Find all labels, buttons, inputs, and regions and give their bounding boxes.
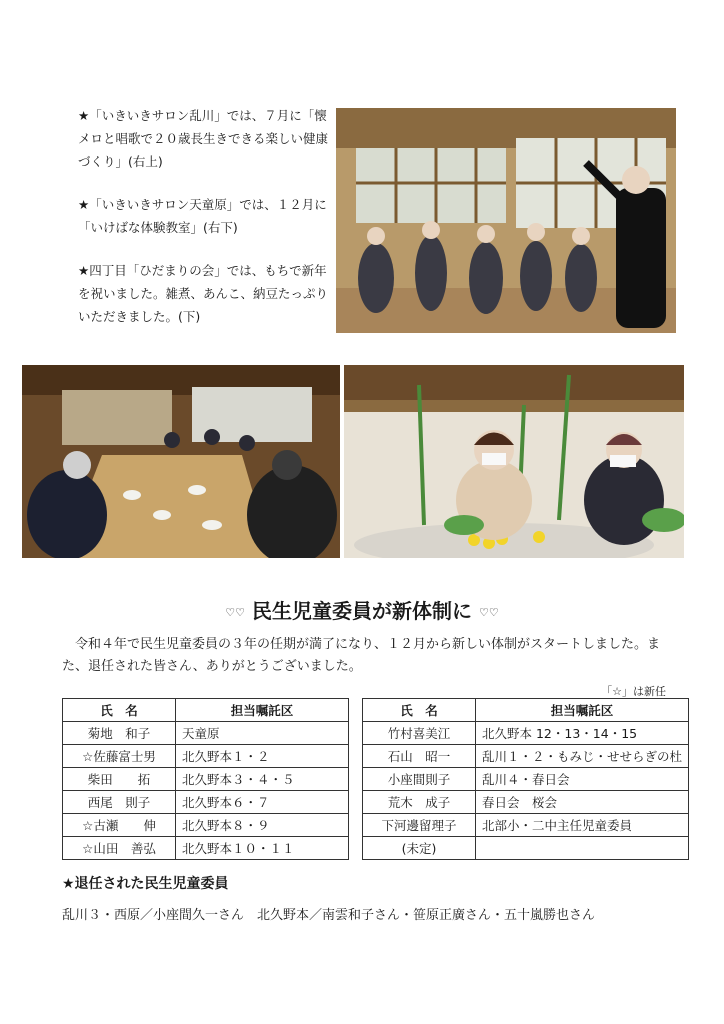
member-name: 西尾 則子 bbox=[63, 791, 176, 814]
member-name: 柴田 拓 bbox=[63, 768, 176, 791]
table-row bbox=[63, 722, 349, 745]
member-area: 北久野本 12・13・14・15 bbox=[476, 722, 689, 745]
table-row bbox=[63, 814, 349, 837]
header-name: 氏 名 bbox=[63, 699, 176, 722]
member-name: 石山 昭一 bbox=[363, 745, 476, 768]
table-row bbox=[363, 745, 689, 768]
activity-notes bbox=[78, 104, 330, 348]
committee-table-left bbox=[62, 698, 349, 860]
table-row bbox=[63, 768, 349, 791]
member-area: 北久野本１０・１１ bbox=[176, 837, 349, 860]
member-area: 北部小・二中主任児童委員 bbox=[476, 814, 689, 837]
member-name: ☆山田 善弘 bbox=[63, 837, 176, 860]
section-heading bbox=[0, 595, 724, 624]
table-row bbox=[363, 814, 689, 837]
member-name: 荒木 成子 bbox=[363, 791, 476, 814]
retired-heading: ★退任された民生児童委員 bbox=[62, 876, 229, 892]
table-row bbox=[363, 768, 689, 791]
photo-salon-exercise bbox=[336, 108, 676, 333]
new-member-note: 「☆」は新任 bbox=[601, 685, 666, 698]
table-header bbox=[363, 699, 689, 722]
intro-text: 令和４年で民生児童委員の３年の任期が満了になり、１２月から新しい体制がスタートしました。また、退任された皆さん、ありがとうございました。 bbox=[62, 637, 661, 674]
member-area bbox=[476, 837, 689, 860]
member-area: 北久野本３・４・５ bbox=[176, 768, 349, 791]
member-name: 小座間則子 bbox=[363, 768, 476, 791]
note-salon-midarekawa: ★「いきいきサロン乱川」では、７月に「懐メロと唱歌で２０歳長生きできる楽しい健康づくり」(右上) bbox=[78, 108, 329, 169]
member-area: 乱川４・春日会 bbox=[476, 768, 689, 791]
table-header bbox=[63, 699, 349, 722]
member-area: 北久野本８・９ bbox=[176, 814, 349, 837]
table-row bbox=[363, 837, 689, 860]
table-row bbox=[63, 791, 349, 814]
photo-hidamari-meal bbox=[22, 365, 340, 558]
header-area: 担当嘱託区 bbox=[476, 699, 689, 722]
member-area: 北久野本１・２ bbox=[176, 745, 349, 768]
table-row bbox=[63, 837, 349, 860]
table-row bbox=[363, 791, 689, 814]
member-name: 下河邊留理子 bbox=[363, 814, 476, 837]
member-area: 春日会 桜会 bbox=[476, 791, 689, 814]
header-area: 担当嘱託区 bbox=[176, 699, 349, 722]
member-area: 乱川１・２・もみじ・せせらぎの杜 bbox=[476, 745, 689, 768]
heart-right-icon: ♡♡ bbox=[478, 606, 499, 619]
member-area: 天童原 bbox=[176, 722, 349, 745]
committee-table-right bbox=[362, 698, 689, 860]
note-hidamari: ★四丁目「ひだまりの会」では、もちで新年を祝いました。雑煮、あんこ、納豆たっぷりいただきました。(下) bbox=[78, 263, 329, 324]
header-name: 氏 名 bbox=[363, 699, 476, 722]
member-name: 竹村喜美江 bbox=[363, 722, 476, 745]
section-title: 民生児童委員が新体制に bbox=[252, 599, 472, 623]
member-name: ☆佐藤富士男 bbox=[63, 745, 176, 768]
note-salon-tendohara: ★「いきいきサロン天童原」では、１２月に「いけばな体験教室」(右下) bbox=[78, 197, 327, 235]
heart-left-icon: ♡♡ bbox=[225, 606, 246, 619]
photo-ikebana-class bbox=[344, 365, 684, 558]
table-row bbox=[63, 745, 349, 768]
member-name: (未定) bbox=[363, 837, 476, 860]
member-name: 菊地 和子 bbox=[63, 722, 176, 745]
member-area: 北久野本６・７ bbox=[176, 791, 349, 814]
retired-list: 乱川３・西原／小座間久一さん 北久野本／南雲和子さん・笹原正廣さん・五十嵐勝也さん bbox=[62, 908, 596, 923]
table-row bbox=[363, 722, 689, 745]
member-name: ☆古瀬 伸 bbox=[63, 814, 176, 837]
